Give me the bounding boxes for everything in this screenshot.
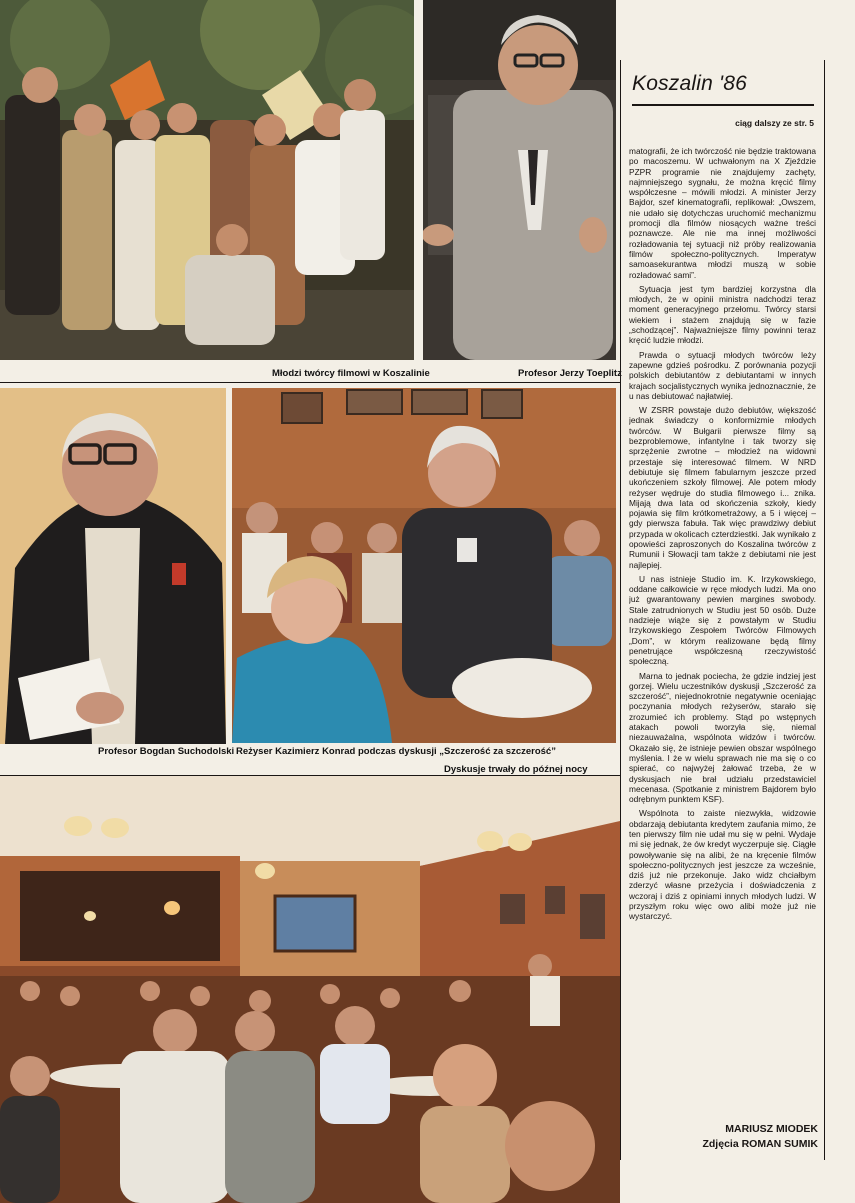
photo-toeplitz [423,0,616,360]
rule-under-top-photos [0,382,620,383]
photo-suchodolski-image [0,388,226,744]
article-paragraph: Prawda o sytuacji młodych twórców leży zapewne gdzieś pośrodku. Z porównania pozycji polskich debiutantów z debiutantami w innych krajach socjalistycznych wynika jednoznacznie, że u nas debiutować najłatwiej. [629,349,816,401]
article-body [629,146,816,1076]
photo-young-filmmakers-image [0,0,414,360]
photo-young-filmmakers [0,0,414,360]
photo-konrad-discussion-image [232,388,616,743]
title-rule [632,104,814,106]
caption-konrad: Reżyser Kazimierz Konrad podczas dyskusji „Szczerość za szczerość” [236,746,556,757]
article-paragraph: W ZSRR powstaje dużo debiutów, większość jednak świadczy o konformizmie młodych twórców. W Bułgarii pierwsze filmy są bezproblemowe, infantylne i tak tworzy się sprzężenie zwrotne – młodzież na widowni przestaje się interesować filmem. W NRD debiutuje się filmem fabularnym jeszcze przed ukończeniem szkoły filmowej. Ale potem młody reżyser wędruje do studia filmowego i... znika. Mijają dwa lata od skończenia szkoły, kiedy pojawia się film krótkometrażowy, a 5 i więcej – gdy pierwsza fabuła. Tak więc prawdziwy debiut przypada w okolicach czterdziestki. Jak wynikało z opowieści zaproszonych do Koszalina twórców z Rumunii i Słowacji tam także z debiutami nie jest najlepiej. [629,405,816,570]
caption-late-night: Dyskusje trwały do późnej nocy [444,764,588,775]
continued-note: ciąg dalszy ze str. 5 [735,118,814,128]
photo-credit: Zdjęcia ROMAN SUMIK [702,1138,818,1150]
article-paragraph: Wspólnota to zaiste niezwykła, widzowie obdarzają debiutanta kredytem zaufania mimo, że ten pierwszy film nie udał mu się w pełni. Wydaje mi się jednak, że ów kredyt wyczerpuje się. Ciągłe powoływanie się na alibi, że na kręcenie filmów społeczno-politycznych jest jeszcze za wcześnie, dziś już nie przekonuje. Jako widz chciałbym zderzyć własne przeżycia i doświadczenia z wczoraj i dziś z opiniami innych młodych ludzi. W przyszłym roku więc owo alibi może już nie wystarczyć. [629,808,816,922]
author-name: MARIUSZ MIODEK [725,1123,818,1135]
article-paragraph: matografii, że ich twórczość nie będzie traktowana po macoszemu. W uchwałonym na X Zjeździe PZPR programie nie znajdujemy zachęty, najmniejszego sygnału, że można kręcić filmy współczesne – mówili młodzi. A minister Jerzy Bajdor, szef kinematografii, replikował: „Owszem, nie udało się dotychczas uruchomić mechanizmu promocji dla filmów niosących ważne treści poznawcze. Ale nie ma innej możliwości rozładowania tej sytuacji niż próby realizowania filmów społeczno-politycznych. Imperatyw samoasekurantwa młodzi muszą w sobie rozładować sami”. [629,146,816,280]
photo-discussion-hall [0,776,620,1203]
photo-toeplitz-image [423,0,616,360]
caption-suchodolski: Profesor Bogdan Suchodolski [98,746,235,757]
photo-konrad-discussion [232,388,616,743]
article-title: Koszalin '86 [632,72,747,95]
byline [640,1122,818,1152]
article-paragraph: Marna to jednak pociecha, że gdzie indziej jest gorzej. Wielu uczestników dyskusji „Szczerość za szczerość”, niejednokrotnie negatywnie oceniając poczynania młodych reżyserów, starało się zrozumieć ich problemy. Stąd po wstępnych atakach powoli tworzyła się, niemal niezauważalna, wspólnota widzów i twórców. Okazało się, że istnieje pewien obszar wspólnego myślenia. I że w wielu sprawach nie ma się o co spierać, co najwyżej żałować trzeba, że w dyskusjach nie brał udziału przedstawiciel mecenasa. (Spotkanie z ministrem Bajdorem było odrębnym punktem KSF). [629,670,816,805]
rule-under-middle-photos [0,775,620,776]
photo-suchodolski [0,388,226,744]
article-paragraph: U nas istnieje Studio im. K. Irzykowskiego, oddane całkowicie w ręce młodych ludzi. Ma ono już gwarantowany pewien margines swobody. Stale zatrudnionych w Studiu jest 50 osób. Duże nadzieje wiąże się z powstałym w Studiu Irzykowskiego Zespołem Twórców Filmowych „Dom”, w którym realizowane będą filmy penetrujące współczesną rzeczywistość społeczną. [629,573,816,667]
article-paragraph: Sytuacja jest tym bardziej korzystna dla młodych, że w opinii ministra nadchodzi teraz moment generacyjnego przełomu. Twórcy starsi wiekiem i stażem znajdują się w fazie „schodzącej”. Najważniejsze filmy powinni teraz kręcić ludzie młodzi. [629,283,816,346]
caption-young-filmmakers: Młodzi twórcy filmowi w Koszalinie [272,368,430,379]
caption-toeplitz: Profesor Jerzy Toeplitz [518,368,622,379]
photo-discussion-hall-image [0,776,620,1203]
